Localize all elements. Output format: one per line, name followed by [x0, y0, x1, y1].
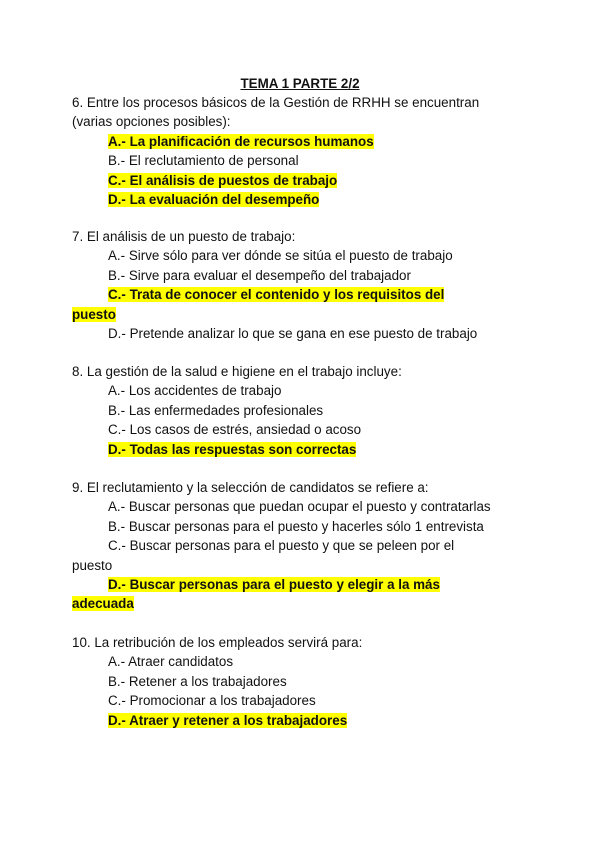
answer-option: B.- El reclutamiento de personal: [108, 153, 299, 169]
answer-option-correct: D.- Atraer y retener a los trabajadores: [108, 712, 348, 728]
answer-option: B.- Las enfermedades profesionales: [108, 402, 324, 418]
answer-option: A.- Sirve sólo para ver dónde se sitúa el puesto de trabajo: [108, 248, 453, 264]
answer-option-correct: D.- Buscar personas para el puesto y elegir a la más: [108, 577, 440, 593]
answer-option-correct: D.- La evaluación del desempeño: [108, 192, 320, 208]
question-7: [72, 227, 542, 343]
answer-option-correct: C.- Trata de conocer el contenido y los requisitos del: [108, 287, 445, 303]
answer-option-correct: D.- Todas las respuestas son correctas: [108, 441, 357, 457]
answer-option: B.- Retener a los trabajadores: [108, 673, 287, 689]
answer-option-correct: A.- La planificación de recursos humanos: [108, 133, 374, 149]
answer-option-correct-continued: adecuada: [72, 596, 134, 612]
answer-option: A.- Buscar personas que puedan ocupar el puesto y contratarlas: [108, 499, 491, 515]
answer-option-continued: puesto: [72, 557, 113, 573]
answer-option: A.- Atraer candidatos: [108, 654, 234, 670]
question-stem: 10. La retribución de los empleados servirá para:: [72, 635, 363, 650]
question-stem: 6. Entre los procesos básicos de la Gestión de RRHH se encuentran: [72, 95, 480, 110]
question-stem: 9. El reclutamiento y la selección de candidatos se refiere a:: [72, 480, 429, 495]
question-stem: 7. El análisis de un puesto de trabajo:: [72, 229, 296, 244]
question-stem: 8. La gestión de la salud e higiene en el trabajo incluye:: [72, 364, 402, 379]
question-stem: (varias opciones posibles):: [72, 114, 231, 130]
question-6: [72, 93, 542, 209]
question-10: [72, 633, 542, 730]
answer-option: C.- Buscar personas para el puesto y que se peleen por el: [108, 538, 455, 554]
answer-option-correct-continued: puesto: [72, 306, 116, 322]
answer-option: D.- Pretende analizar lo que se gana en ese puesto de trabajo: [108, 326, 478, 342]
answer-option-correct: C.- El análisis de puestos de trabajo: [108, 172, 338, 188]
page-title: TEMA 1 PARTE 2/2: [240, 76, 360, 91]
answer-option: C.- Los casos de estrés, ansiedad o acoso: [108, 422, 362, 438]
answer-option: B.- Buscar personas para el puesto y hacerles sólo 1 entrevista: [108, 518, 484, 534]
answer-option: B.- Sirve para evaluar el desempeño del trabajador: [108, 267, 411, 283]
question-8: [72, 362, 542, 459]
question-9: [72, 478, 542, 614]
answer-option: C.- Promocionar a los trabajadores: [108, 693, 316, 709]
answer-option: A.- Los accidentes de trabajo: [108, 383, 282, 399]
